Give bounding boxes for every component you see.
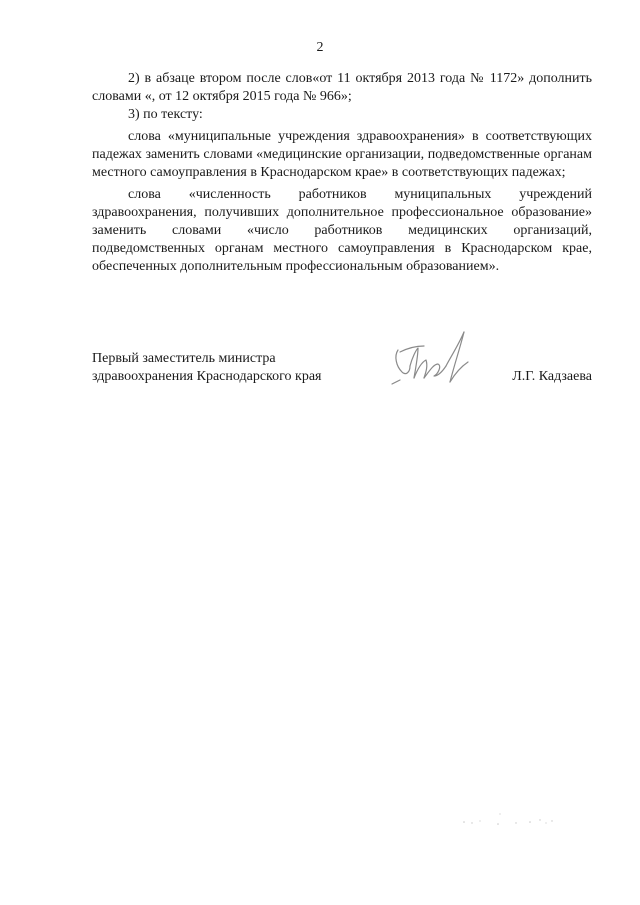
paragraph-amendment-3: 3) по тексту:	[128, 107, 203, 122]
paragraph-replace-institutions: слова «муниципальные учреждения здравоохранения» в соответствующих падежах заменить словами «медицинские организации, подведомственные органам местного самоуправления в Краснодарском крае» в соответствующих падежах;	[92, 129, 592, 180]
signatory-name: Л.Г. Кадзаева	[512, 369, 592, 384]
page-number: 2	[316, 40, 324, 55]
paragraph-amendment-2: 2) в абзаце втором после слов«от 11 октября 2013 года № 1172» дополнить словами «, от 12 октября 2015 года № 966»;	[92, 71, 592, 104]
signatory-title-line-2: здравоохранения Краснодарского края	[92, 369, 322, 384]
signature-block	[92, 350, 592, 410]
signatory-title-line-1: Первый заместитель министра	[92, 351, 276, 366]
faint-stamp-marks	[460, 808, 560, 830]
signatory-title	[92, 350, 372, 386]
paragraph-replace-workers: слова «численность работников муниципальных учреждений здравоохранения, получивших дополнительное профессиональное образование» заменить словами «число работников медицинских организаций, подведомственных органам местного самоуправления в Краснодарском крае, обеспеченных дополнительным профессиональным образованием».	[92, 187, 592, 274]
document-body	[92, 70, 592, 276]
handwritten-signature	[388, 322, 488, 392]
